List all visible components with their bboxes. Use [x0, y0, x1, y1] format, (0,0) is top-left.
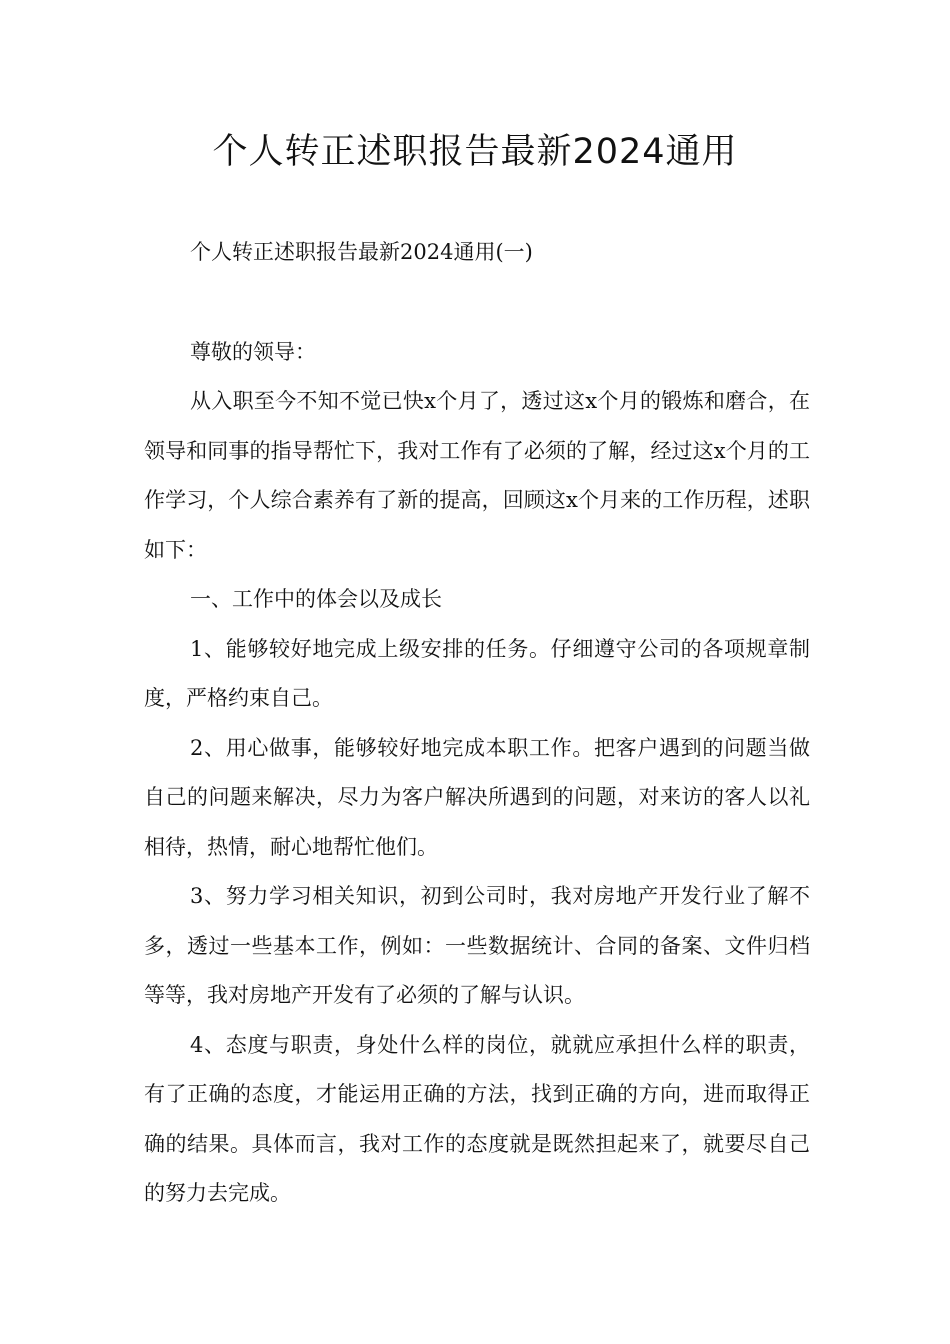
body-paragraphs — [144, 377, 810, 1219]
salutation: 尊敬的领导： — [190, 340, 316, 364]
document-title: 个人转正述职报告最新2024通用 — [212, 132, 738, 172]
paragraph-item-3: 3、努力学习相关知识，初到公司时，我对房地产开发行业了解不多，透过一些基本工作，例如：一些数据统计、合同的备案、文件归档等等，我对房地产开发有了必须的了解与认识。 — [144, 884, 810, 1007]
paragraph-item-1: 1、能够较好地完成上级安排的任务。仔细遵守公司的各项规章制度，严格约束自己。 — [144, 636, 810, 710]
section-heading: 一、工作中的体会以及成长 — [190, 587, 442, 611]
paragraph-item-4: 4、态度与职责，身处什么样的岗位，就就应承担什么样的职责，有了正确的态度，才能运用正确的方法，找到正确的方向，进而取得正确的结果。具体而言，我对工作的态度就是既然担起来了，就要尽自己的努力去完成。 — [144, 1032, 810, 1205]
paragraph-intro: 从入职至今不知不觉已快x个月了，透过这x个月的锻炼和磨合，在领导和同事的指导帮忙下，我对工作有了必须的了解，经过这x个月的工作学习，个人综合素养有了新的提高，回顾这x个月来的工作历程，述职如下： — [144, 389, 810, 562]
section-subtitle: 个人转正述职报告最新2024通用(一) — [190, 240, 533, 264]
paragraph-item-2: 2、用心做事，能够较好地完成本职工作。把客户遇到的问题当做自己的问题来解决，尽力为客户解决所遇到的问题，对来访的客人以礼相待，热情，耐心地帮忙他们。 — [144, 735, 810, 859]
